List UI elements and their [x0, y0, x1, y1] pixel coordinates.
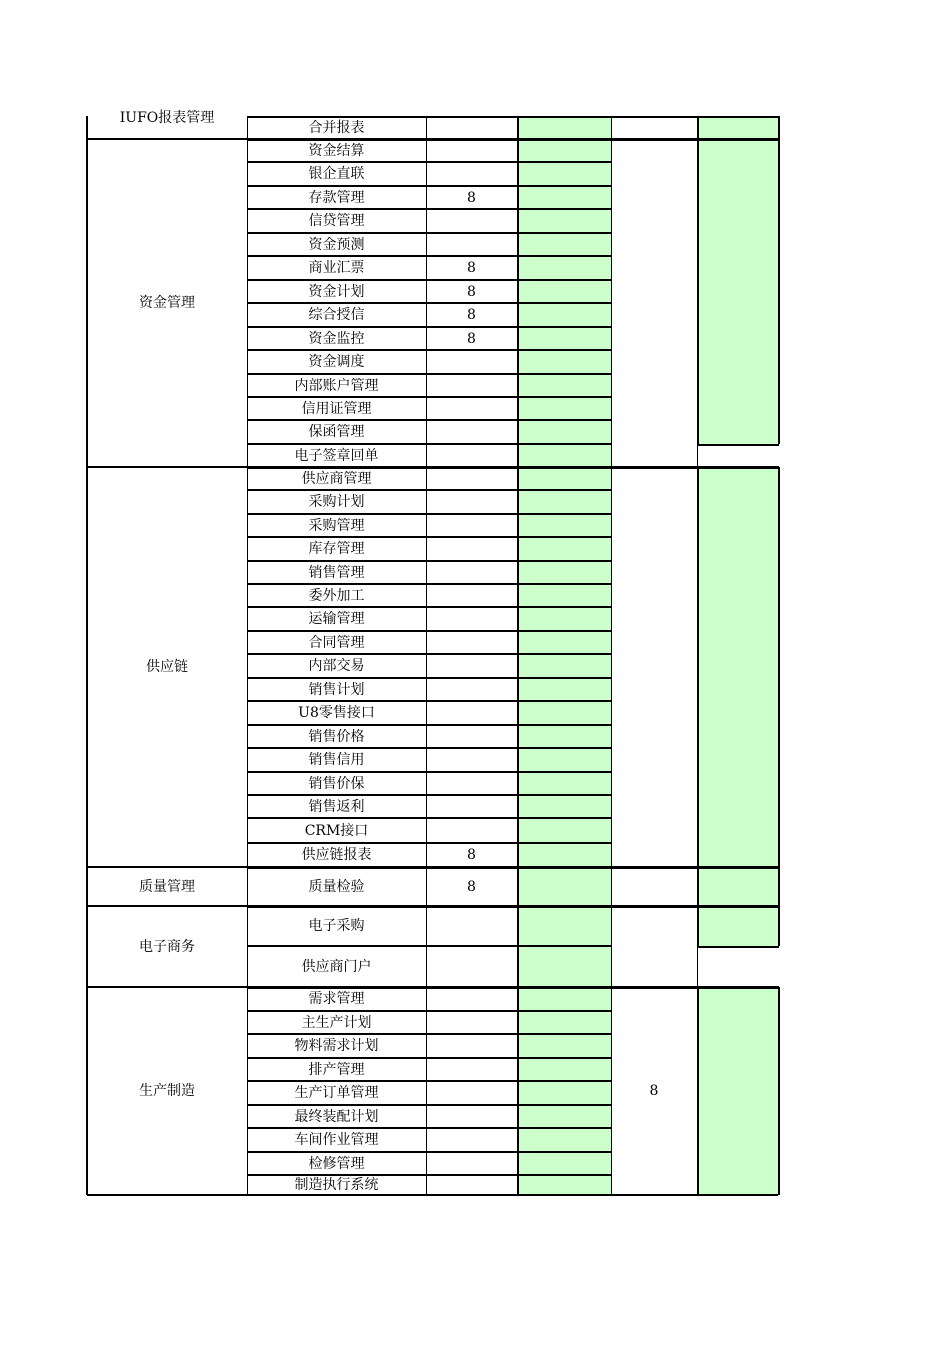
section-divider	[87, 1194, 247, 1196]
module-value	[426, 906, 517, 946]
module-value	[426, 444, 517, 467]
module-name: 信用证管理	[301, 400, 372, 417]
module-value: 8	[467, 307, 476, 323]
cell-border	[698, 444, 779, 446]
row-divider	[247, 867, 611, 869]
module-name: 资金结算	[308, 142, 365, 159]
module-name: 生产订单管理	[294, 1085, 379, 1101]
module-name: 内部交易	[308, 658, 365, 674]
row-divider	[247, 906, 611, 908]
module-name: 资金监控	[308, 330, 365, 347]
module-name: 质量检验	[308, 878, 365, 895]
column-line	[778, 116, 780, 1195]
module-value	[426, 607, 517, 631]
module-value	[426, 561, 517, 584]
module-value	[426, 233, 517, 256]
section-summary-value: 8	[649, 1083, 659, 1099]
module-name: 物料需求计划	[294, 1038, 379, 1054]
module-value	[426, 818, 517, 843]
module-name: U8零售接口	[298, 705, 375, 721]
column-line	[426, 116, 427, 1195]
module-value	[426, 139, 517, 162]
module-name: 制造执行系统	[294, 1177, 379, 1193]
module-name: 信贷管理	[308, 213, 365, 229]
module-name: 合同管理	[308, 634, 365, 651]
result-block-fill	[698, 867, 778, 906]
result-block-fill	[698, 116, 778, 139]
module-name: 供应商管理	[301, 470, 372, 487]
module-name: 银企直联	[308, 166, 365, 182]
module-value	[426, 1175, 517, 1195]
module-name: 检修管理	[308, 1155, 365, 1172]
module-name: 保函管理	[308, 424, 365, 440]
module-name: 销售计划	[308, 681, 365, 698]
module-value	[426, 537, 517, 561]
section-summary-value	[611, 906, 697, 987]
module-value	[426, 725, 517, 748]
module-name: 销售管理	[308, 564, 365, 581]
module-name: 车间作业管理	[294, 1132, 379, 1148]
module-name: 销售价保	[308, 775, 365, 792]
section-label: 资金管理	[139, 295, 195, 311]
module-value	[426, 162, 517, 186]
module-name: 存款管理	[308, 189, 365, 206]
module-value	[426, 1152, 517, 1175]
blank-cell	[698, 444, 783, 467]
module-value: 8	[467, 283, 476, 300]
module-value	[426, 1105, 517, 1128]
row-divider	[247, 987, 611, 989]
module-value	[426, 748, 517, 772]
column-line	[611, 116, 612, 1195]
module-value	[426, 116, 517, 139]
module-name: 排产管理	[308, 1061, 365, 1078]
module-name: 库存管理	[308, 541, 365, 557]
module-value	[426, 1081, 517, 1105]
module-name: 委外加工	[308, 587, 365, 604]
module-value	[426, 374, 517, 397]
row-divider	[247, 467, 611, 469]
module-value: 8	[467, 189, 476, 206]
section-label: IUFO报表管理	[119, 109, 215, 126]
section-divider	[611, 867, 778, 869]
module-value	[426, 1128, 517, 1152]
module-value	[426, 514, 517, 537]
module-value	[426, 1034, 517, 1058]
module-value	[426, 987, 517, 1011]
section-divider	[611, 139, 778, 141]
section-label: 生产制造	[139, 1083, 195, 1099]
module-name: CRM接口	[304, 822, 369, 839]
module-name: 销售价格	[308, 728, 365, 745]
section-divider	[611, 906, 778, 908]
module-name: 采购管理	[308, 517, 365, 534]
module-name: 销售返利	[308, 798, 365, 815]
module-value: 8	[467, 847, 476, 863]
module-name: 电子采购	[308, 918, 365, 934]
module-name: 供应商门户	[301, 958, 372, 975]
module-value	[426, 420, 517, 444]
module-value	[426, 701, 517, 725]
module-name: 合并报表	[308, 119, 365, 136]
cell-border	[698, 986, 779, 988]
result-block-fill	[698, 139, 778, 444]
module-name: 资金调度	[308, 354, 365, 370]
bottom-border	[247, 1194, 778, 1196]
module-name: 主生产计划	[301, 1014, 372, 1031]
module-name: 供应链报表	[301, 847, 372, 863]
module-name: 需求管理	[308, 991, 365, 1007]
module-value	[426, 1058, 517, 1081]
section-label: 电子商务	[139, 938, 195, 955]
module-value	[426, 584, 517, 607]
module-value	[426, 1011, 517, 1034]
cell-border	[698, 466, 779, 468]
module-value: 8	[467, 260, 476, 276]
left-border	[86, 116, 88, 1195]
module-value	[426, 795, 517, 818]
module-name: 最终装配计划	[294, 1108, 379, 1125]
row-divider	[247, 116, 611, 118]
column-line	[247, 116, 248, 1195]
module-name: 运输管理	[308, 611, 365, 627]
section-summary-value	[611, 867, 697, 906]
row-divider	[247, 139, 611, 141]
module-name: 商业汇票	[308, 260, 365, 276]
section-summary-value	[611, 139, 697, 467]
module-value	[426, 350, 517, 374]
cell-border	[698, 946, 779, 948]
result-block-fill	[698, 467, 778, 867]
module-value	[426, 209, 517, 233]
blank-cell	[698, 946, 783, 987]
module-value	[426, 397, 517, 420]
column-line	[517, 116, 519, 1195]
module-value	[426, 467, 517, 490]
section-summary-value	[611, 467, 697, 867]
result-block-fill	[698, 987, 778, 1195]
module-value	[426, 631, 517, 654]
module-name: 资金预测	[308, 236, 365, 253]
module-value: 8	[467, 330, 476, 347]
module-value	[426, 678, 517, 701]
section-label: 供应链	[146, 659, 188, 675]
module-name: 综合授信	[308, 307, 365, 323]
module-value	[426, 654, 517, 678]
module-name: 电子签章回单	[294, 447, 379, 464]
column-line	[697, 116, 699, 1195]
module-value	[426, 946, 517, 987]
module-value	[426, 772, 517, 795]
module-value	[426, 490, 517, 514]
module-name: 采购计划	[308, 494, 365, 510]
module-name: 销售信用	[308, 752, 365, 768]
section-divider	[611, 116, 778, 118]
section-label: 质量管理	[139, 878, 195, 895]
section-summary-value	[611, 116, 697, 139]
module-name: 资金计划	[308, 283, 365, 300]
result-block-fill	[698, 906, 778, 946]
module-name: 内部账户管理	[294, 377, 379, 394]
module-value: 8	[467, 878, 476, 895]
